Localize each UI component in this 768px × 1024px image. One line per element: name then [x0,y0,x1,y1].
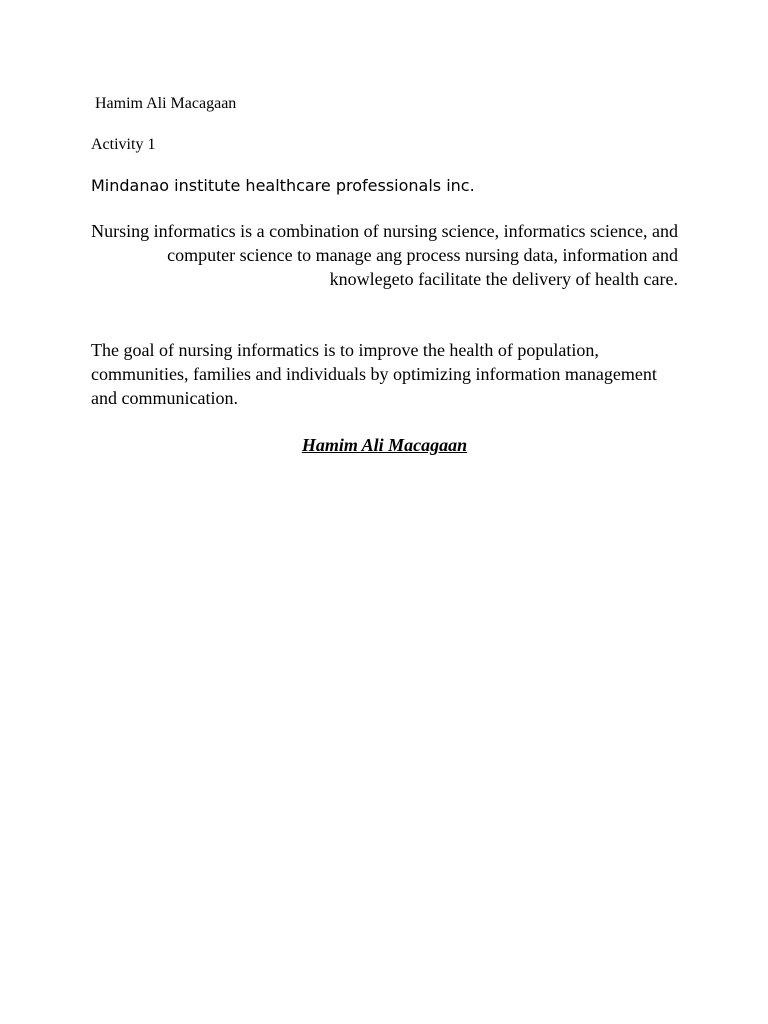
definition-paragraph: Nursing informatics is a combination of nursing science, informatics science, and computer science to manage ang process nursing data, information and knowlegeto facilitate the delivery of health care. [91,221,678,289]
activity-label: Activity 1 [91,136,156,153]
goal-paragraph: The goal of nursing informatics is to improve the health of population, communities, families and individuals by optimizing information management and communication. [91,340,657,408]
signature-name: Hamim Ali Macagaan [301,435,468,455]
author-name-header: Hamim Ali Macagaan [95,95,237,112]
institution-name: Mindanao institute healthcare professionals inc. [91,176,475,195]
